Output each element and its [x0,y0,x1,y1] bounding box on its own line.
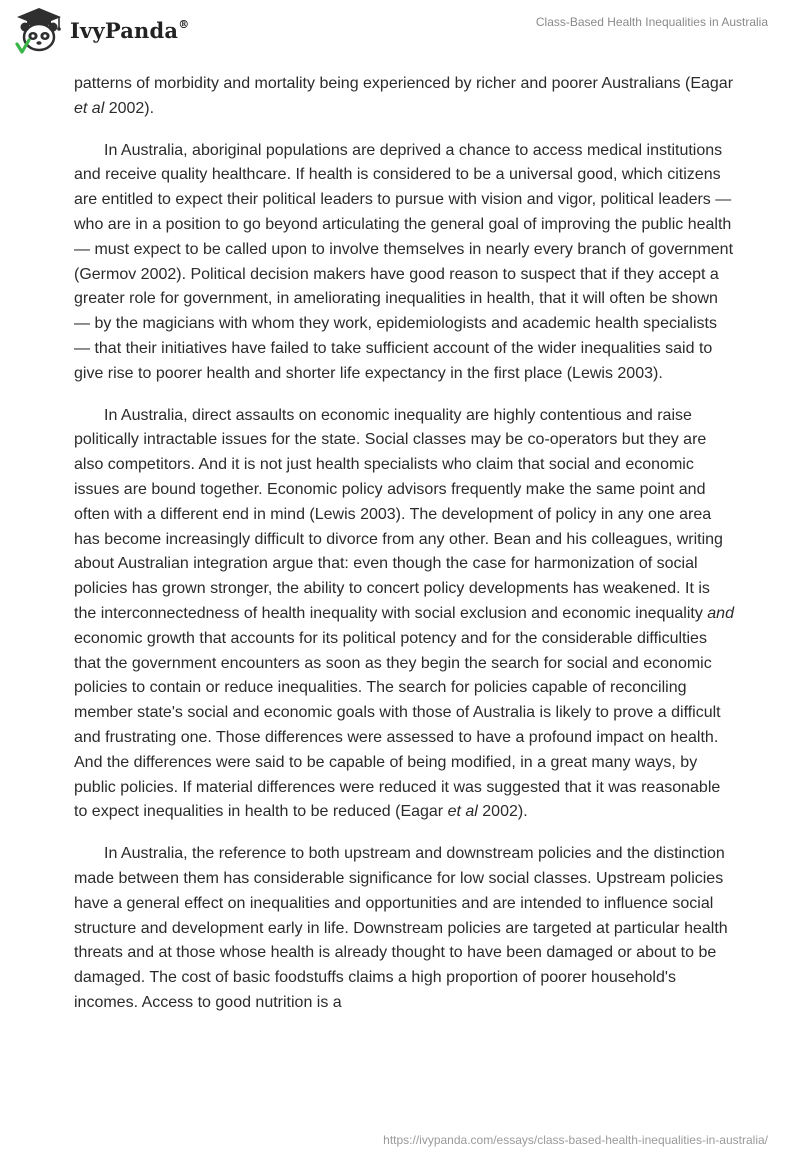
paragraph-1 [74,72,734,122]
text-segment: 2002). [104,99,155,117]
italic-segment: and [707,604,734,622]
paragraph-4 [74,842,734,1016]
panda-graduate-icon [14,6,64,54]
text-segment: 2002). [477,803,528,821]
paragraph-2 [74,139,734,387]
text-segment: In Australia, the reference to both upstream and downstream policies and the distinction made between them has considerable significance for low social classes. Upstream policies have a general effect on inequalities and opportunities and are intended to influence social structure and development early in life. Downstream policies are targeted at particular health threats and at those whose health is already thought to have been damaged or about to be damaged. The cost of basic foodstuffs claims a high proportion of poorer household's incomes. Access to good nutrition is a [74,845,728,1011]
text-segment: economic growth that accounts for its political potency and for the considerable difficulties that the government encounters as soon as they begin the search for social and economic policies to contain or reduce inequalities. The search for policies capable of reconciling member state's social and economic goals with those of Australia is likely to prove a difficult and frustrating one. Those differences were assessed to have a profound impact on health. And the differences were said to be capable of being modified, in a great many ways, by public policies. If material differences were reduced it was suggested that it was reasonable to expect inequalities in health to be reduced (Eagar [74,629,721,821]
logo[interactable] [14,6,189,54]
document-title: Class-Based Health Inequalities in Australia [535,15,768,29]
text-segment: In Australia, direct assaults on economic inequality are highly contentious and raise politically intractable issues for the state. Social classes may be co-operators but they are also competitors. And it is not just health specialists who claim that social and economic issues are bound together. Economic policy advisors frequently make the same point and often with a different end in mind (Lewis 2003). The development of policy in any one area has become increasingly difficult to divorce from any other. Bean and his colleagues, writing about Australian integration argue that: even though the case for harmonization of social policies has grown stronger, the ability to concert policy developments has weakened. It is the interconnectedness of health inequality with social exclusion and economic inequality [74,406,723,622]
essay-body [74,72,734,1033]
italic-segment: et al [74,99,105,117]
text-segment: In Australia, aboriginal populations are deprived a chance to access medical institutions and receive quality healthcare. If health is considered to be a universal good, which citizens are entitled to expect their political leaders to pursue with vision and vigor, political leaders — who are in a position to go beyond articulating the general goal of improving the public health — must expect to be called upon to involve themselves in nearly every branch of government (Germov 2002). Political decision makers have good reason to suspect that if they accept a greater role for government, in ameliorating inequalities in health, that it will often be shown — by the magicians with whom they work, epidemiologists and academic health specialists — that their initiatives have failed to take sufficient account of the wider inequalities said to give rise to poorer health and shorter life expectancy in the first place (Lewis 2003). [74,141,734,382]
page-header [0,0,800,64]
logo-text: IvyPanda® [70,17,190,43]
paragraph-3 [74,404,734,826]
text-segment: patterns of morbidity and mortality being experienced by richer and poorer Australians (Eagar [74,75,734,92]
italic-segment: et al [447,803,478,821]
registered-mark: ® [178,17,190,31]
source-url-link[interactable]: https://ivypanda.com/essays/class-based-health-inequalities-in-australia/ [383,1133,768,1147]
